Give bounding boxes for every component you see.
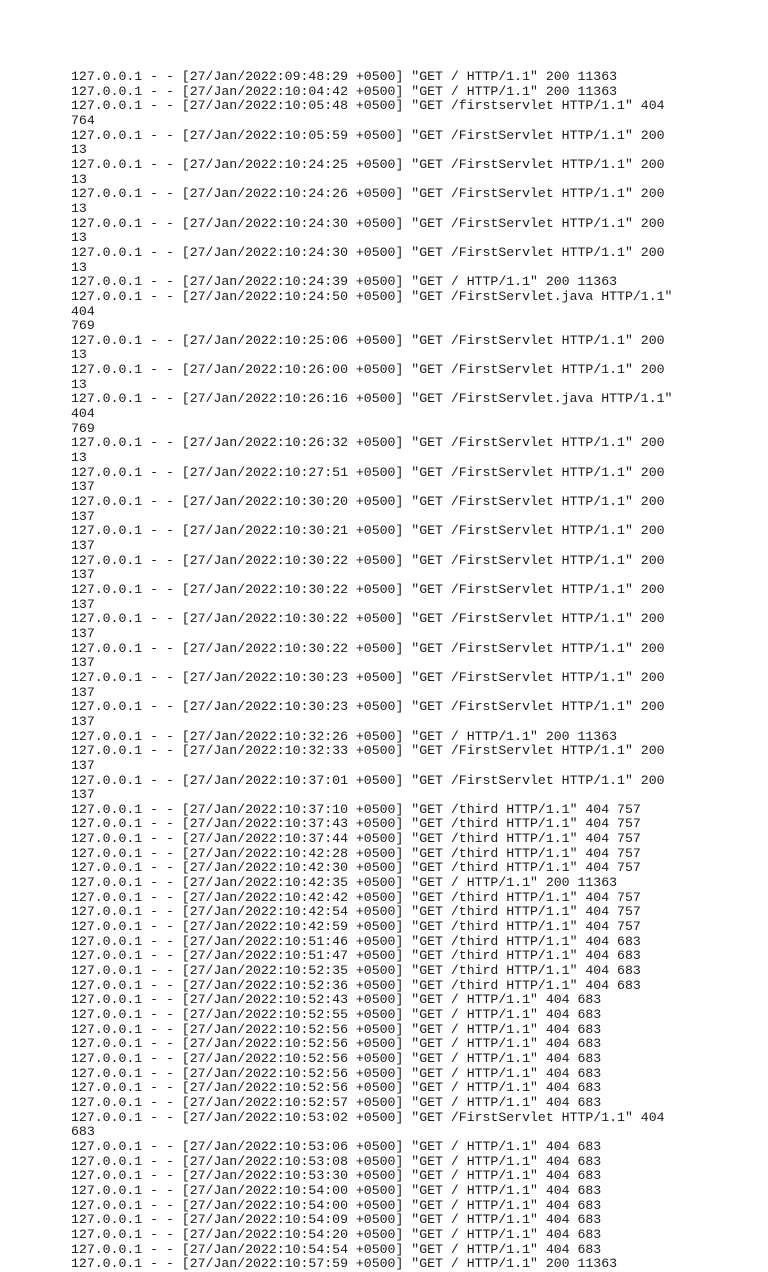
log-line: 127.0.0.1 - - [27/Jan/2022:10:30:21 +0500] "GET /FirstServlet HTTP/1.1" 200 137 [71, 523, 673, 553]
log-line: 127.0.0.1 - - [27/Jan/2022:10:52:56 +0500] "GET / HTTP/1.1" 404 683 [71, 1080, 602, 1096]
log-line: 127.0.0.1 - - [27/Jan/2022:10:53:08 +0500] "GET / HTTP/1.1" 404 683 [71, 1153, 602, 1169]
log-line: 127.0.0.1 - - [27/Jan/2022:10:54:00 +0500] "GET / HTTP/1.1" 404 683 [71, 1182, 602, 1198]
log-line: 127.0.0.1 - - [27/Jan/2022:10:52:56 +0500] "GET / HTTP/1.1" 404 683 [71, 1050, 602, 1066]
log-line: 127.0.0.1 - - [27/Jan/2022:10:54:00 +0500] "GET / HTTP/1.1" 404 683 [71, 1197, 602, 1213]
log-line: 127.0.0.1 - - [27/Jan/2022:10:30:22 +0500] "GET /FirstServlet HTTP/1.1" 200 137 [71, 640, 673, 671]
log-line: 127.0.0.1 - - [27/Jan/2022:10:26:16 +0500] "GET /FirstServlet.java HTTP/1.1" 404 769 [71, 391, 673, 436]
log-line: 127.0.0.1 - - [27/Jan/2022:10:54:20 +0500] "GET / HTTP/1.1" 404 683 [71, 1226, 602, 1242]
log-line: 127.0.0.1 - - [27/Jan/2022:10:24:30 +0500] "GET /FirstServlet HTTP/1.1" 200 13 [71, 244, 673, 275]
log-line: 127.0.0.1 - - [27/Jan/2022:10:26:32 +0500] "GET /FirstServlet HTTP/1.1" 200 13 [71, 435, 673, 466]
log-line: 127.0.0.1 - - [27/Jan/2022:10:53:30 +0500] "GET / HTTP/1.1" 404 683 [71, 1168, 602, 1184]
log-line: 127.0.0.1 - - [27/Jan/2022:10:42:35 +0500] "GET / HTTP/1.1" 200 11363 [71, 875, 618, 891]
log-line: 127.0.0.1 - - [27/Jan/2022:09:48:29 +0500] "GET / HTTP/1.1" 200 11363 [71, 69, 618, 84]
log-line: 127.0.0.1 - - [27/Jan/2022:10:51:47 +0500] "GET /third HTTP/1.1" 404 683 [71, 948, 641, 964]
log-line: 127.0.0.1 - - [27/Jan/2022:10:54:09 +0500] "GET / HTTP/1.1" 404 683 [71, 1212, 602, 1228]
log-line: 127.0.0.1 - - [27/Jan/2022:10:37:01 +0500] "GET /FirstServlet HTTP/1.1" 200 137 [71, 772, 673, 803]
log-line: 127.0.0.1 - - [27/Jan/2022:10:26:00 +0500] "GET /FirstServlet HTTP/1.1" 200 13 [71, 362, 673, 392]
log-line: 127.0.0.1 - - [27/Jan/2022:10:52:56 +0500] "GET / HTTP/1.1" 404 683 [71, 1021, 602, 1037]
log-line: 127.0.0.1 - - [27/Jan/2022:10:04:42 +0500] "GET / HTTP/1.1" 200 11363 [71, 83, 618, 99]
log-line: 127.0.0.1 - - [27/Jan/2022:10:53:06 +0500] "GET / HTTP/1.1" 404 683 [71, 1138, 602, 1154]
log-line: 127.0.0.1 - - [27/Jan/2022:10:24:26 +0500] "GET /FirstServlet HTTP/1.1" 200 13 [71, 186, 673, 216]
log-line: 127.0.0.1 - - [27/Jan/2022:10:24:25 +0500] "GET /FirstServlet HTTP/1.1" 200 13 [71, 156, 673, 187]
log-line: 127.0.0.1 - - [27/Jan/2022:10:37:10 +0500] "GET /third HTTP/1.1" 404 757 [71, 801, 641, 817]
log-line: 127.0.0.1 - - [27/Jan/2022:10:25:06 +0500] "GET /FirstServlet HTTP/1.1" 200 13 [71, 332, 673, 363]
log-line: 127.0.0.1 - - [27/Jan/2022:10:54:54 +0500] "GET / HTTP/1.1" 404 683 [71, 1241, 602, 1257]
log-line: 127.0.0.1 - - [27/Jan/2022:10:42:59 +0500] "GET /third HTTP/1.1" 404 757 [71, 919, 641, 935]
log-line: 127.0.0.1 - - [27/Jan/2022:10:52:56 +0500] "GET / HTTP/1.1" 404 683 [71, 1036, 602, 1052]
log-line: 127.0.0.1 - - [27/Jan/2022:10:05:48 +0500] "GET /firstservlet HTTP/1.1" 404 764 [71, 98, 673, 128]
log-line: 127.0.0.1 - - [27/Jan/2022:10:30:23 +0500] "GET /FirstServlet HTTP/1.1" 200 137 [71, 699, 673, 729]
log-line: 127.0.0.1 - - [27/Jan/2022:10:30:22 +0500] "GET /FirstServlet HTTP/1.1" 200 137 [71, 581, 673, 612]
log-line: 127.0.0.1 - - [27/Jan/2022:10:24:30 +0500] "GET /FirstServlet HTTP/1.1" 200 13 [71, 215, 673, 246]
log-line: 127.0.0.1 - - [27/Jan/2022:10:52:43 +0500] "GET / HTTP/1.1" 404 683 [71, 992, 602, 1008]
log-line: 127.0.0.1 - - [27/Jan/2022:10:32:26 +0500] "GET / HTTP/1.1" 200 11363 [71, 728, 618, 744]
log-line: 127.0.0.1 - - [27/Jan/2022:10:53:02 +0500] "GET /FirstServlet HTTP/1.1" 404 683 [71, 1109, 673, 1140]
log-line: 127.0.0.1 - - [27/Jan/2022:10:24:50 +0500] "GET /FirstServlet.java HTTP/1.1" 404 769 [71, 288, 673, 334]
log-line: 127.0.0.1 - - [27/Jan/2022:10:52:55 +0500] "GET / HTTP/1.1" 404 683 [71, 1007, 602, 1022]
log-line: 127.0.0.1 - - [27/Jan/2022:10:52:57 +0500] "GET / HTTP/1.1" 404 683 [71, 1094, 602, 1110]
log-line: 127.0.0.1 - - [27/Jan/2022:10:24:39 +0500] "GET / HTTP/1.1" 200 11363 [71, 274, 618, 290]
log-line: 127.0.0.1 - - [27/Jan/2022:10:52:36 +0500] "GET /third HTTP/1.1" 404 683 [71, 977, 641, 993]
log-line: 127.0.0.1 - - [27/Jan/2022:10:52:56 +0500] "GET / HTTP/1.1" 404 683 [71, 1065, 602, 1081]
log-line: 127.0.0.1 - - [27/Jan/2022:10:57:59 +0500] "GET / HTTP/1.1" 200 11363 [71, 1256, 618, 1272]
log-line: 127.0.0.1 - - [27/Jan/2022:10:30:23 +0500] "GET /FirstServlet HTTP/1.1" 200 137 [71, 669, 673, 700]
log-line: 127.0.0.1 - - [27/Jan/2022:10:32:33 +0500] "GET /FirstServlet HTTP/1.1" 200 137 [71, 743, 673, 773]
log-line: 127.0.0.1 - - [27/Jan/2022:10:52:35 +0500] "GET /third HTTP/1.1" 404 683 [71, 963, 641, 979]
log-line: 127.0.0.1 - - [27/Jan/2022:10:37:43 +0500] "GET /third HTTP/1.1" 404 757 [71, 816, 641, 832]
log-line: 127.0.0.1 - - [27/Jan/2022:10:42:54 +0500] "GET /third HTTP/1.1" 404 757 [71, 904, 641, 920]
log-line: 127.0.0.1 - - [27/Jan/2022:10:27:51 +0500] "GET /FirstServlet HTTP/1.1" 200 137 [71, 464, 673, 495]
log-line: 127.0.0.1 - - [27/Jan/2022:10:05:59 +0500] "GET /FirstServlet HTTP/1.1" 200 13 [71, 127, 673, 158]
log-line: 127.0.0.1 - - [27/Jan/2022:10:42:30 +0500] "GET /third HTTP/1.1" 404 757 [71, 860, 641, 876]
log-line: 127.0.0.1 - - [27/Jan/2022:10:37:44 +0500] "GET /third HTTP/1.1" 404 757 [71, 831, 641, 847]
log-line: 127.0.0.1 - - [27/Jan/2022:10:30:22 +0500] "GET /FirstServlet HTTP/1.1" 200 137 [71, 552, 673, 583]
access-log [71, 70, 681, 1272]
log-line: 127.0.0.1 - - [27/Jan/2022:10:30:22 +0500] "GET /FirstServlet HTTP/1.1" 200 137 [71, 611, 673, 641]
log-line: 127.0.0.1 - - [27/Jan/2022:10:30:20 +0500] "GET /FirstServlet HTTP/1.1" 200 137 [71, 494, 673, 524]
log-line: 127.0.0.1 - - [27/Jan/2022:10:42:28 +0500] "GET /third HTTP/1.1" 404 757 [71, 845, 641, 861]
log-line: 127.0.0.1 - - [27/Jan/2022:10:51:46 +0500] "GET /third HTTP/1.1" 404 683 [71, 933, 641, 949]
log-line: 127.0.0.1 - - [27/Jan/2022:10:42:42 +0500] "GET /third HTTP/1.1" 404 757 [71, 889, 641, 905]
